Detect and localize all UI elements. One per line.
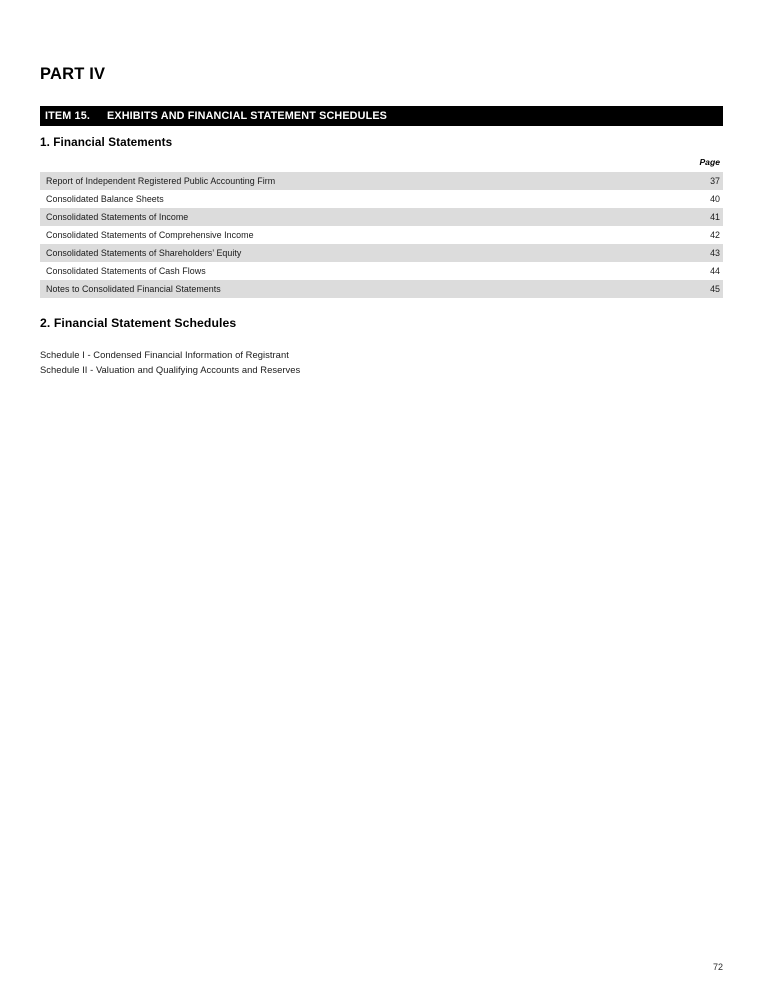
toc-entry-page: 45	[710, 284, 720, 294]
table-row[interactable]	[40, 226, 723, 244]
toc-entry-title: Consolidated Balance Sheets	[46, 194, 164, 204]
schedules-list	[40, 347, 723, 377]
table-row[interactable]	[40, 172, 723, 190]
toc-entry-title: Consolidated Statements of Shareholders’ Equity	[46, 248, 242, 258]
financial-statements-toc	[40, 172, 723, 298]
toc-entry-page: 37	[710, 176, 720, 186]
table-row[interactable]	[40, 244, 723, 262]
list-item[interactable]: Schedule I - Condensed Financial Information of Registrant	[40, 349, 289, 360]
list-item[interactable]: Schedule II - Valuation and Qualifying Accounts and Reserves	[40, 364, 301, 375]
toc-entry-page: 44	[710, 266, 720, 276]
section-heading-financial-statement-schedules: 2. Financial Statement Schedules	[40, 316, 237, 330]
part-heading: PART IV	[40, 65, 106, 83]
toc-entry-page: 41	[710, 212, 720, 222]
table-row[interactable]	[40, 190, 723, 208]
page-column-header: Page	[699, 157, 720, 167]
section-heading-financial-statements: 1. Financial Statements	[40, 136, 173, 149]
footer-page-number: 72	[712, 962, 723, 972]
toc-entry-title: Report of Independent Registered Public Accounting Firm	[46, 176, 276, 186]
item-title-label: EXHIBITS AND FINANCIAL STATEMENT SCHEDULES	[107, 110, 388, 122]
toc-entry-page: 42	[710, 230, 720, 240]
toc-entry-page: 40	[710, 194, 720, 204]
toc-entry-title: Notes to Consolidated Financial Statements	[46, 284, 221, 294]
item-number-label: ITEM 15.	[45, 110, 90, 122]
table-row[interactable]	[40, 208, 723, 226]
toc-entry-title: Consolidated Statements of Comprehensive Income	[46, 230, 254, 240]
table-row[interactable]	[40, 262, 723, 280]
toc-entry-title: Consolidated Statements of Income	[46, 212, 189, 222]
toc-entry-title: Consolidated Statements of Cash Flows	[46, 266, 206, 276]
table-row[interactable]	[40, 280, 723, 298]
toc-entry-page: 43	[710, 248, 720, 258]
item-header-bar	[40, 106, 723, 126]
